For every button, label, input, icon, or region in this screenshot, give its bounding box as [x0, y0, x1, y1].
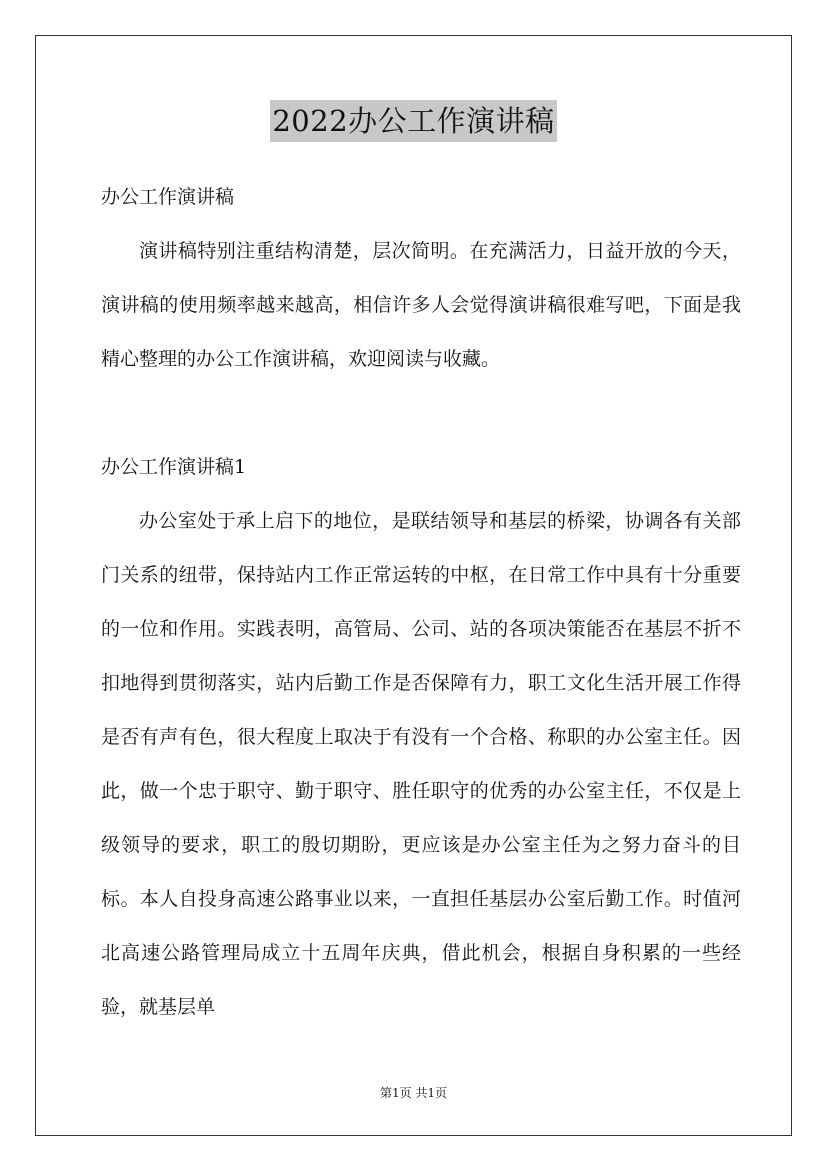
title-container — [0, 100, 827, 142]
intro-paragraph: 演讲稿特别注重结构清楚，层次简明。在充满活力，日益开放的今天，演讲稿的使用频率越来越高，相信许多人会觉得演讲稿很难写吧，下面是我精心整理的办公工作演讲稿，欢迎阅读与收藏。 — [101, 240, 741, 370]
intro-heading: 办公工作演讲稿 — [101, 186, 235, 208]
page-footer: 第1页 共1页 — [379, 1086, 448, 1100]
section1-heading: 办公工作演讲稿1 — [101, 456, 247, 478]
document-title: 2022办公工作演讲稿 — [270, 100, 556, 142]
section1-paragraph: 办公室处于承上启下的地位，是联结领导和基层的桥梁，协调各有关部门关系的纽带，保持站内工作正常运转的中枢，在日常工作中具有十分重要的一位和作用。实践表明，高管局、公司、站的各项决策能否在基层不折不扣地得到贯彻落实，站内后勤工作是否保障有力，职工文化生活开展工作得是否有声有色，很大程度上取决于有没有一个合格、称职的办公室主任。因此，做一个忠于职守、勤于职守、胜任职守的优秀的办公室主任，不仅是上级领导的要求，职工的殷切期盼，更应该是办公室主任为之努力奋斗的目标。本人自投身高速公路事业以来，一直担任基层办公室后勤工作。时值河北高速公路管理局成立十五周年庆典，借此机会，根据自身积累的一些经验，就基层单 — [101, 510, 741, 1018]
paragraph-spacer — [101, 386, 741, 440]
document-body — [101, 170, 741, 1034]
